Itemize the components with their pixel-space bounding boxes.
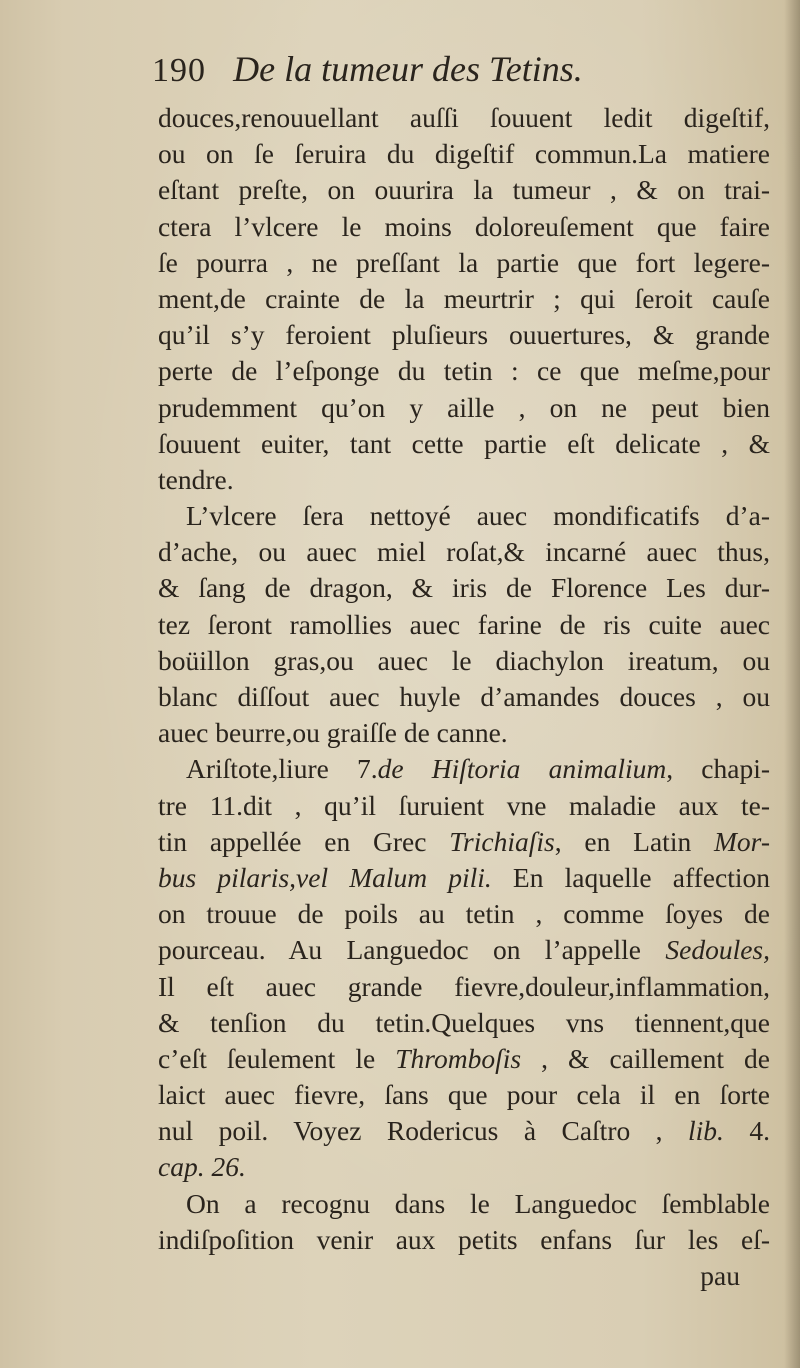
text-segment: , chapi-	[666, 753, 770, 785]
text-segment: Ariſtote,liure 7.	[186, 753, 378, 785]
text-line	[158, 751, 770, 787]
text-line	[158, 172, 770, 208]
running-title: De la tumeur des Tetins.	[233, 49, 583, 89]
text-segment: 4.	[723, 1115, 770, 1147]
text-line	[158, 1149, 770, 1185]
text-line	[158, 462, 770, 498]
text-segment: d’ache, ou auec miel roſat,& incarné auec thus,	[158, 536, 770, 568]
text-segment: indiſpoſition venir aux petits enfans ſur les eſ-	[158, 1223, 770, 1255]
text-segment: tez ſeront ramollies auec farine de ris cuite auec	[158, 608, 770, 640]
text-line	[158, 932, 770, 968]
text-segment: Il eſt auec grande fievre,douleur,inflammation,	[158, 970, 770, 1002]
text-segment: qu’il s’y feroient pluſieurs ouuertures, & grande	[158, 319, 770, 351]
text-segment: tin appellée en Grec	[158, 825, 450, 857]
text-line	[158, 1222, 770, 1258]
text-line	[158, 390, 770, 426]
text-segment: En laquelle affection	[491, 861, 770, 893]
italic-text: lib.	[688, 1115, 724, 1147]
italic-text: Thromboſis	[395, 1042, 522, 1074]
text-line	[158, 715, 770, 751]
text-segment: on trouue de poils au tetin , comme ſoyes de	[158, 898, 770, 930]
text-line	[158, 1077, 770, 1113]
page-edge-shadow	[784, 0, 800, 1368]
catchword	[158, 1258, 770, 1294]
text-segment: , en Latin	[554, 825, 715, 857]
text-segment: laict auec fievre, ſans que pour cela il en ſorte	[158, 1079, 770, 1111]
text-line	[158, 1113, 770, 1149]
text-segment: perte de l’eſponge du tetin : ce que meſme,pour	[158, 355, 770, 387]
text-segment: & tenſion du tetin.Quelques vns tiennent,que	[158, 1006, 770, 1038]
text-segment: c’eſt ſeulement le	[158, 1042, 396, 1074]
italic-text: Trichiaſis	[449, 825, 555, 857]
text-line	[158, 824, 770, 860]
text-segment: , & caillement de	[521, 1042, 770, 1074]
text-line	[158, 969, 770, 1005]
text-segment: prudemment qu’on y aille , on ne peut bien	[158, 391, 770, 423]
text-segment: & ſang de dragon, & iris de Florence Les dur-	[158, 572, 770, 604]
italic-text: de Hiſtoria animalium	[377, 753, 667, 785]
text-line	[158, 245, 770, 281]
text-segment: pourceau. Au Languedoc on l’appelle	[158, 934, 666, 966]
text-line	[158, 788, 770, 824]
italic-text: bus pilaris,vel Malum pili.	[158, 861, 492, 893]
italic-text: cap. 26.	[158, 1151, 246, 1183]
text-line	[158, 534, 770, 570]
text-segment: eſtant preſte, on ouurira la tumeur , & on trai-	[158, 174, 770, 206]
page-header	[152, 48, 772, 98]
italic-text: Sedoules,	[665, 934, 770, 966]
text-segment: ſouuent euiter, tant cette partie eſt delicate , &	[158, 427, 770, 459]
text-line	[158, 353, 770, 389]
italic-text: Mor-	[714, 825, 770, 857]
text-line	[158, 1041, 770, 1077]
text-line	[158, 136, 770, 172]
text-segment: douces,renouuellant auſſi ſouuent ledit digeſtif,	[158, 102, 770, 133]
body-text	[158, 100, 770, 1294]
text-line	[158, 1005, 770, 1041]
text-segment: ctera l’vlcere le moins doloreuſement que faire	[158, 210, 770, 242]
text-line	[158, 643, 770, 679]
text-segment: pau	[700, 1260, 740, 1291]
text-line	[158, 1186, 770, 1222]
text-segment: blanc diſſout auec huyle d’amandes douces , ou	[158, 681, 770, 712]
text-segment: tre 11.dit , qu’il ſuruient vne maladie aux te-	[158, 789, 770, 821]
text-segment: ou on ſe ſeruira du digeſtif commun.La matiere	[158, 138, 770, 170]
text-line	[158, 281, 770, 317]
text-line	[158, 426, 770, 462]
text-segment: boüillon gras,ou auec le diachylon ireatum, ou	[158, 644, 770, 676]
text-line	[158, 860, 770, 896]
text-line	[158, 607, 770, 643]
text-line	[158, 498, 770, 534]
text-segment: tendre.	[158, 463, 234, 495]
page-number: 190	[152, 52, 206, 89]
text-line	[158, 317, 770, 353]
text-segment: L’vlcere ſera nettoyé auec mondificatifs d’a-	[186, 500, 770, 532]
text-line	[158, 209, 770, 245]
text-line	[158, 100, 770, 136]
text-segment: ment,de crainte de la meurtrir ; qui ſeroit cauſe	[158, 282, 770, 314]
text-segment: ſe pourra , ne preſſant la partie que fort legere-	[158, 246, 770, 278]
text-segment: nul poil. Voyez Rodericus à Caſtro ,	[158, 1115, 689, 1147]
text-segment: On a recognu dans le Languedoc ſemblable	[186, 1187, 770, 1219]
text-line	[158, 570, 770, 606]
text-line	[158, 896, 770, 932]
text-line	[158, 679, 770, 715]
text-segment: auec beurre,ou graiſſe de canne.	[158, 717, 508, 749]
